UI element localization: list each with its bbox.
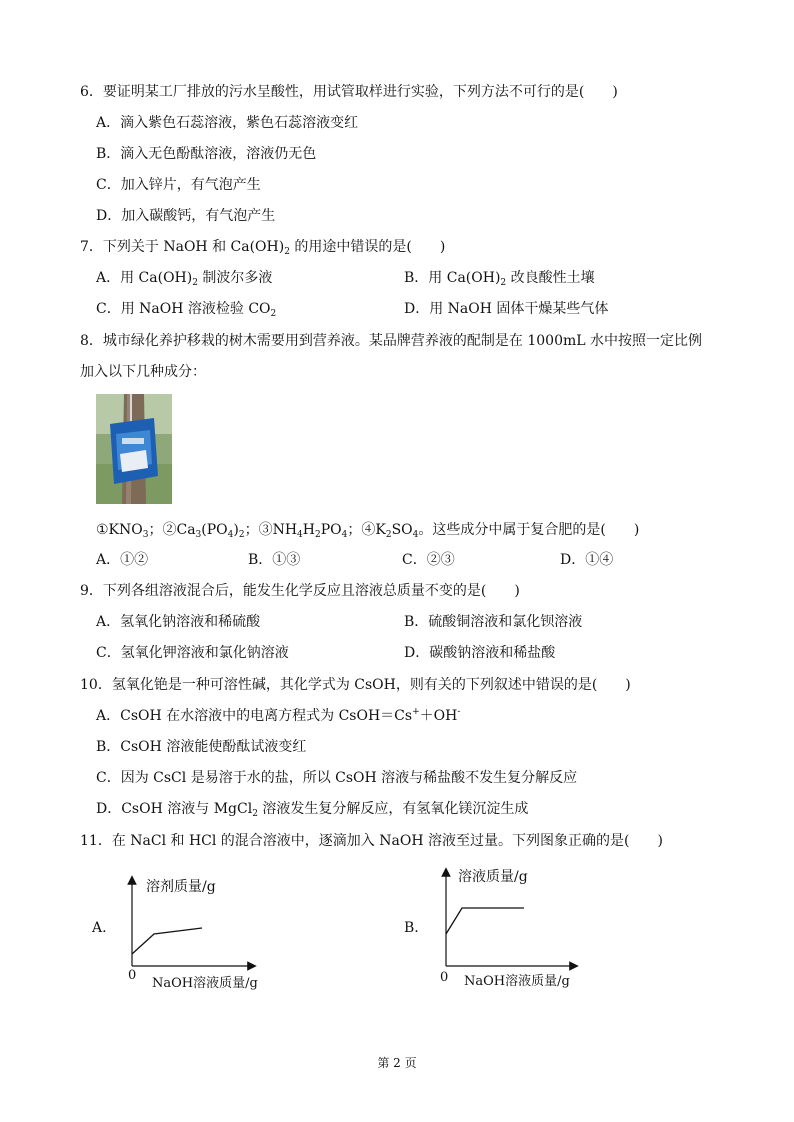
q7-option-d: D．用 NaOH 固体干燥某些气体 [404,301,609,317]
q10-option-b: B．CsOH 溶液能使酚酞试液变红 [96,739,307,755]
page-number: 第 2 页 [377,1056,417,1070]
q7-stem: 7．下列关于 NaOH 和 $Ca(OH)_2$ 的用途中错误的是( ) [80,239,446,257]
q10-option-d: D．CsOH 溶液与 MgCl$_2$ 溶液发生复分解反应，有氢氧化镁沉淀生成 [96,801,529,819]
graph-b-option-label: B. [404,920,419,936]
q9-option-b: B．硫酸铜溶液和氯化钡溶液 [404,614,583,630]
nutrient-bag-photo [96,394,172,504]
graph-b-curve [446,908,524,934]
q8-option-a: A．①② [96,552,149,568]
graph-a-origin: 0 [128,968,137,983]
q7-option-c: C．用 NaOH 溶液检验 $CO_2$ [96,301,277,319]
q8-option-c: C．②③ [402,552,455,568]
q6-stem: 6．要证明某工厂排放的污水呈酸性，用试管取样进行实验，下列方法不可行的是( ) [80,84,618,100]
q6-option-c: C．加入锌片，有气泡产生 [96,177,261,193]
q7-option-b: B．用 $Ca(OH)_2$ 改良酸性土壤 [404,270,595,288]
graph-a-curve [132,928,202,954]
q10-option-c: C．因为 CsCl 是易溶于水的盐，所以 CsOH 溶液与稀盐酸不发生复分解反应 [96,770,578,786]
q9-option-a: A．氢氧化钠溶液和稀硫酸 [96,614,261,630]
graph-b-origin: 0 [440,970,449,985]
graph-b-y-label: 溶液质量/g [458,869,528,885]
q6-option-d: D．加入碳酸钙，有气泡产生 [96,208,276,224]
tree-nutrient-bag-image [96,394,172,504]
q6-option-b: B．滴入无色酚酞溶液，溶液仍无色 [96,146,317,162]
graph-b [404,862,604,992]
graph-a-option-label: A. [92,920,107,936]
q10-stem: 10．氢氧化铯是一种可溶性碱，其化学式为 CsOH，则有关的下列叙述中错误的是( ) [80,677,631,693]
q8-formula-line: $①KNO_3$；$②Ca_3(PO_4)_2$；$③NH_4H_2PO_4$；$④K_2SO_4$。这些成分中属于复合肥的是( ) [96,522,640,540]
q9-stem: 9．下列各组溶液混合后，能发生化学反应且溶液总质量不变的是( ) [80,583,520,599]
q6-option-a: A．滴入紫色石蕊溶液，紫色石蕊溶液变红 [96,115,359,131]
graph-a-x-label: NaOH溶液质量/g [152,976,258,991]
q8-stem-line1: 8．城市绿化养护移栽的树木需要用到营养液。某品牌营养液的配制是在 1000mL 水中按照一定比例 [80,333,703,349]
q11-stem: 11．在 NaCl 和 HCl 的混合溶液中，逐滴加入 NaOH 溶液至过量。下列图象正确的是( ) [80,833,663,849]
graph-a [92,868,292,993]
q8-option-b: B．①③ [248,552,301,568]
graph-b-x-label: NaOH溶液质量/g [464,974,570,989]
graph-a-y-label: 溶剂质量/g [146,879,216,895]
q8-stem-line2: 加入以下几种成分： [80,364,206,380]
q9-option-c: C．氢氧化钾溶液和氯化钠溶液 [96,645,289,661]
q9-option-d: D．碳酸钠溶液和稀盐酸 [404,645,556,661]
q7-option-a: A．用 $Ca(OH)_2$ 制波尔多液 [96,270,273,288]
q10-option-a: A．CsOH 在水溶液中的电离方程式为 CsOH＝Cs+＋OH- [96,707,461,724]
q8-option-d: D．①④ [560,552,614,568]
